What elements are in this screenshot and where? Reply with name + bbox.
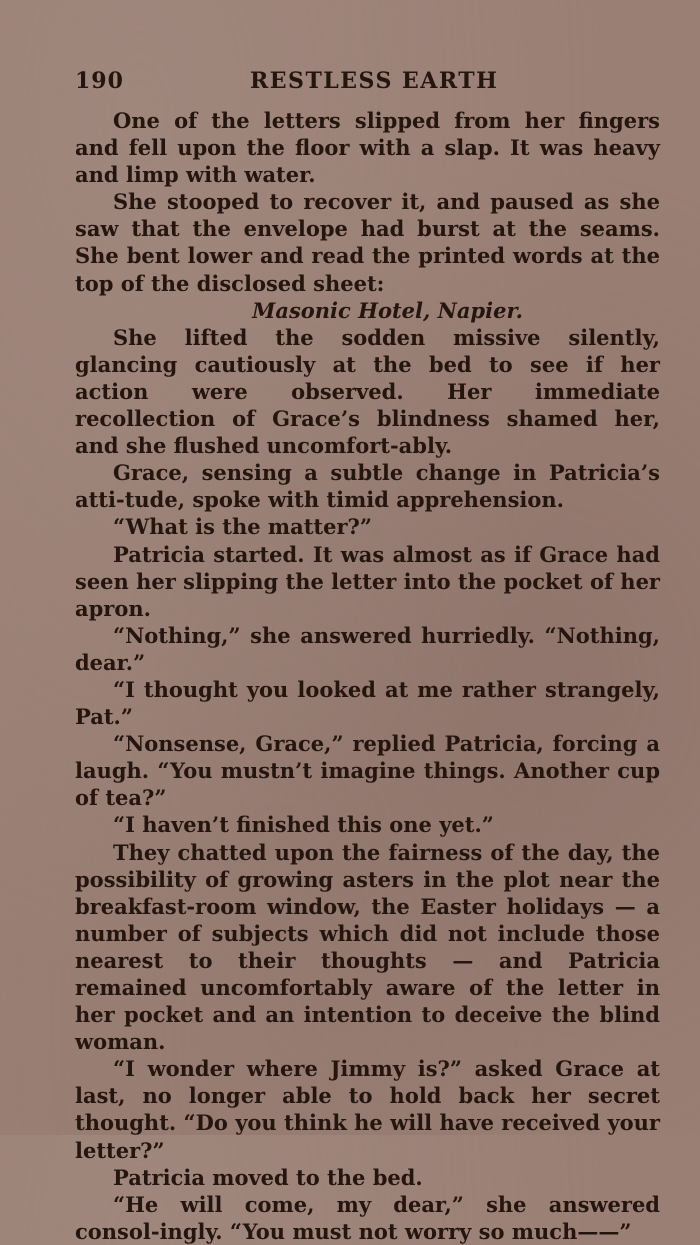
paragraph: “I haven’t finished this one yet.” — [113, 812, 494, 838]
paragraph: “Nothing,” she answered hurriedly. “Nothing, dear.” — [75, 622, 660, 675]
body-text — [75, 107, 660, 1245]
paragraph: “What is the matter?” — [113, 514, 372, 540]
letterhead-text: Masonic Hotel, Napier. — [252, 297, 523, 323]
paragraph: “Nonsense, Grace,” replied Patricia, forcing a laugh. “You mustn’t imagine things. Another cup of tea?” — [75, 731, 660, 811]
page-number: 190 — [75, 68, 124, 94]
paragraph: “He will come, my dear,” she answered consol-ingly. “You must not worry so much——” — [75, 1191, 660, 1244]
paragraph: “I wonder where Jimmy is?” asked Grace at last, no longer able to hold back her secret thought. “Do you think he will have received your letter?” — [75, 1056, 660, 1163]
paragraph: She stooped to recover it, and paused as she saw that the envelope had burst at the seams. She bent lower and read the printed words at the top of the disclosed sheet: — [75, 189, 660, 296]
running-title: RESTLESS EARTH — [250, 68, 499, 94]
paragraph: Grace, sensing a subtle change in Patricia’s atti-tude, spoke with timid apprehension. — [75, 460, 660, 513]
page-header — [75, 68, 660, 100]
paragraph: One of the letters slipped from her fingers and fell upon the floor with a slap. It was heavy and limp with water. — [75, 108, 660, 188]
paragraph: “I thought you looked at me rather strangely, Pat.” — [75, 676, 660, 730]
paragraph: They chatted upon the fairness of the day, the possibility of growing asters in the plot near the breakfast-room window, the Easter holidays — a number of subjects which did not include those nearest to their thoughts — and Patricia remained uncomfortably aware of the letter in her pocket and an intention to deceive the blind woman. — [75, 839, 660, 1055]
paragraph: Patricia moved to the bed. — [113, 1164, 423, 1190]
paragraph: Patricia started. It was almost as if Grace had seen her slipping the letter into the pocket of her apron. — [75, 541, 660, 621]
paragraph: She lifted the sodden missive silently, glancing cautiously at the bed to see if her action were observed. Her immediate recollection of Grace’s blindness shamed her, and she flushed uncomfort-ably. — [75, 324, 660, 459]
